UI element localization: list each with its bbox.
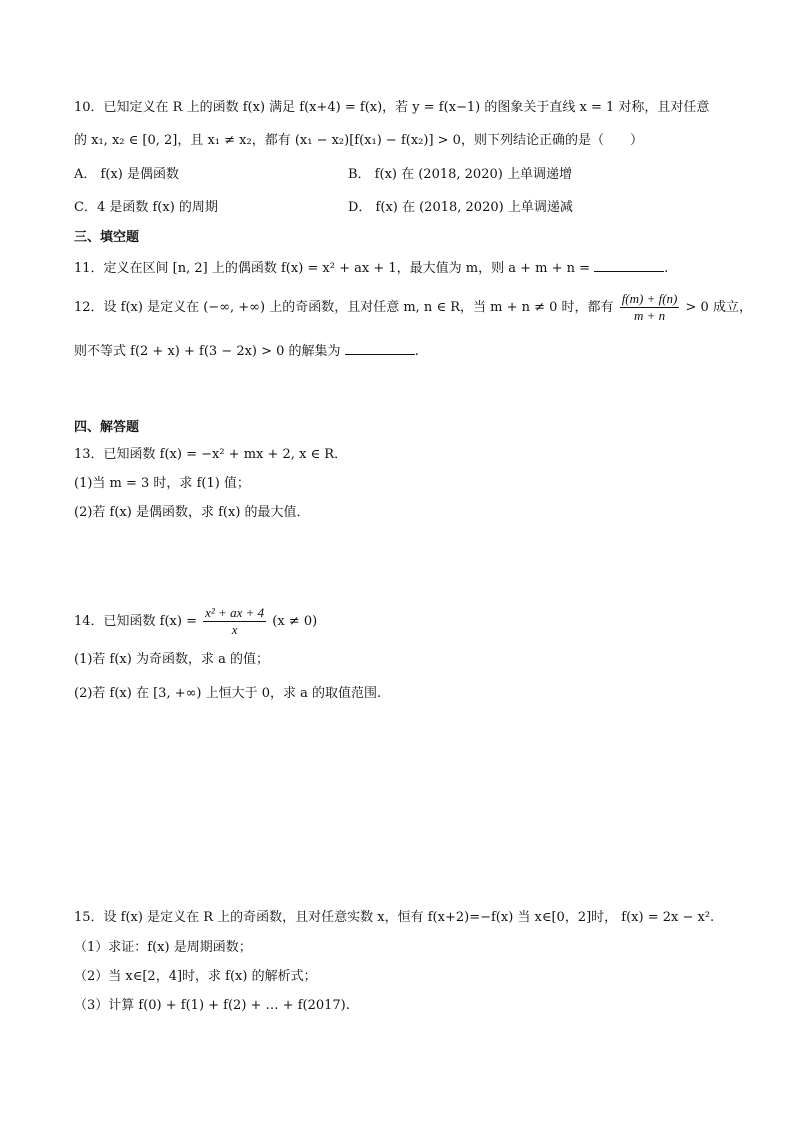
q10-stem-line2: 的 x₁, x₂ ∈ [0, 2]，且 x₁ ≠ x₂，都有 (x₁ − x₂)[f(x₁) − f(x₂)] > 0，则下列结论正确的是（ ） <box>74 133 643 148</box>
q14-fraction <box>203 605 266 638</box>
q11-answer-blank <box>594 257 664 272</box>
section-heading-fill-in: 三、填空题 <box>74 230 140 245</box>
q14-frac-numerator: x² + ax + 4 <box>205 605 265 620</box>
question-11 <box>74 257 668 279</box>
q15-part2: （2）当 x∈[2，4]时，求 f(x) 的解析式； <box>74 969 317 984</box>
q12-post: > 0 成立， <box>685 300 752 315</box>
q10-option-a: A． f(x) 是偶函数 <box>74 167 179 182</box>
q12-line2: 则不等式 f(2 + x) + f(3 − 2x) > 0 的解集为 <box>74 344 341 359</box>
q14-post: (x ≠ 0) <box>272 614 318 629</box>
q14-part2: (2)若 f(x) 在 [3, +∞) 上恒大于 0，求 a 的取值范围. <box>74 686 382 701</box>
question-12 <box>74 290 752 326</box>
q12-frac-denominator: m + n <box>633 308 666 323</box>
q11-text: 11．定义在区间 [n, 2] 上的偶函数 f(x) = x² + ax + 1，最大值为 m，则 a + m + n = <box>74 261 591 276</box>
q15-stem: 15．设 f(x) 是定义在 R 上的奇函数，且对任意实数 x，恒有 f(x+2)=−f(x) 当 x∈[0，2]时， f(x) = 2x − x². <box>74 910 715 925</box>
q13-part1: (1)当 m = 3 时，求 f(1) 值； <box>74 476 250 491</box>
q14-frac-denominator: x <box>231 622 238 637</box>
q12-answer-blank <box>345 340 415 355</box>
q14-stem <box>74 604 317 640</box>
q15-part1: （1）求证：f(x) 是周期函数； <box>74 940 252 955</box>
q12-end: . <box>414 344 419 359</box>
section-heading-solutions: 四、解答题 <box>74 420 140 435</box>
q14-part1: (1)若 f(x) 为奇函数，求 a 的值； <box>74 652 269 667</box>
q10-stem-line1: 10．已知定义在 R 上的函数 f(x) 满足 f(x+4) = f(x)，若 y = f(x−1) 的图象关于直线 x = 1 对称，且对任意 <box>74 100 710 115</box>
q13-part2: (2)若 f(x) 是偶函数，求 f(x) 的最大值． <box>74 505 310 520</box>
q15-part3: （3）计算 f(0) + f(1) + f(2) + … + f(2017). <box>74 998 350 1013</box>
q14-pre: 14．已知函数 f(x) = <box>74 614 197 629</box>
q12-frac-numerator: f(m) + f(n) <box>621 291 678 306</box>
q12-pre: 12．设 f(x) 是定义在 (−∞, +∞) 上的奇函数，且对任意 m, n ∈ R，当 m + n ≠ 0 时，都有 <box>74 300 614 315</box>
q11-end: . <box>664 261 669 276</box>
q10-option-b: B． f(x) 在 (2018, 2020) 上单调递增 <box>348 167 572 182</box>
q10-option-c: C．4 是函数 f(x) 的周期 <box>74 200 218 215</box>
q10-option-d: D． f(x) 在 (2018, 2020) 上单调递减 <box>348 200 573 215</box>
q13-stem: 13．已知函数 f(x) = −x² + mx + 2, x ∈ R． <box>74 447 348 462</box>
q12-fraction <box>620 291 680 324</box>
q12-line2-row <box>74 340 419 362</box>
